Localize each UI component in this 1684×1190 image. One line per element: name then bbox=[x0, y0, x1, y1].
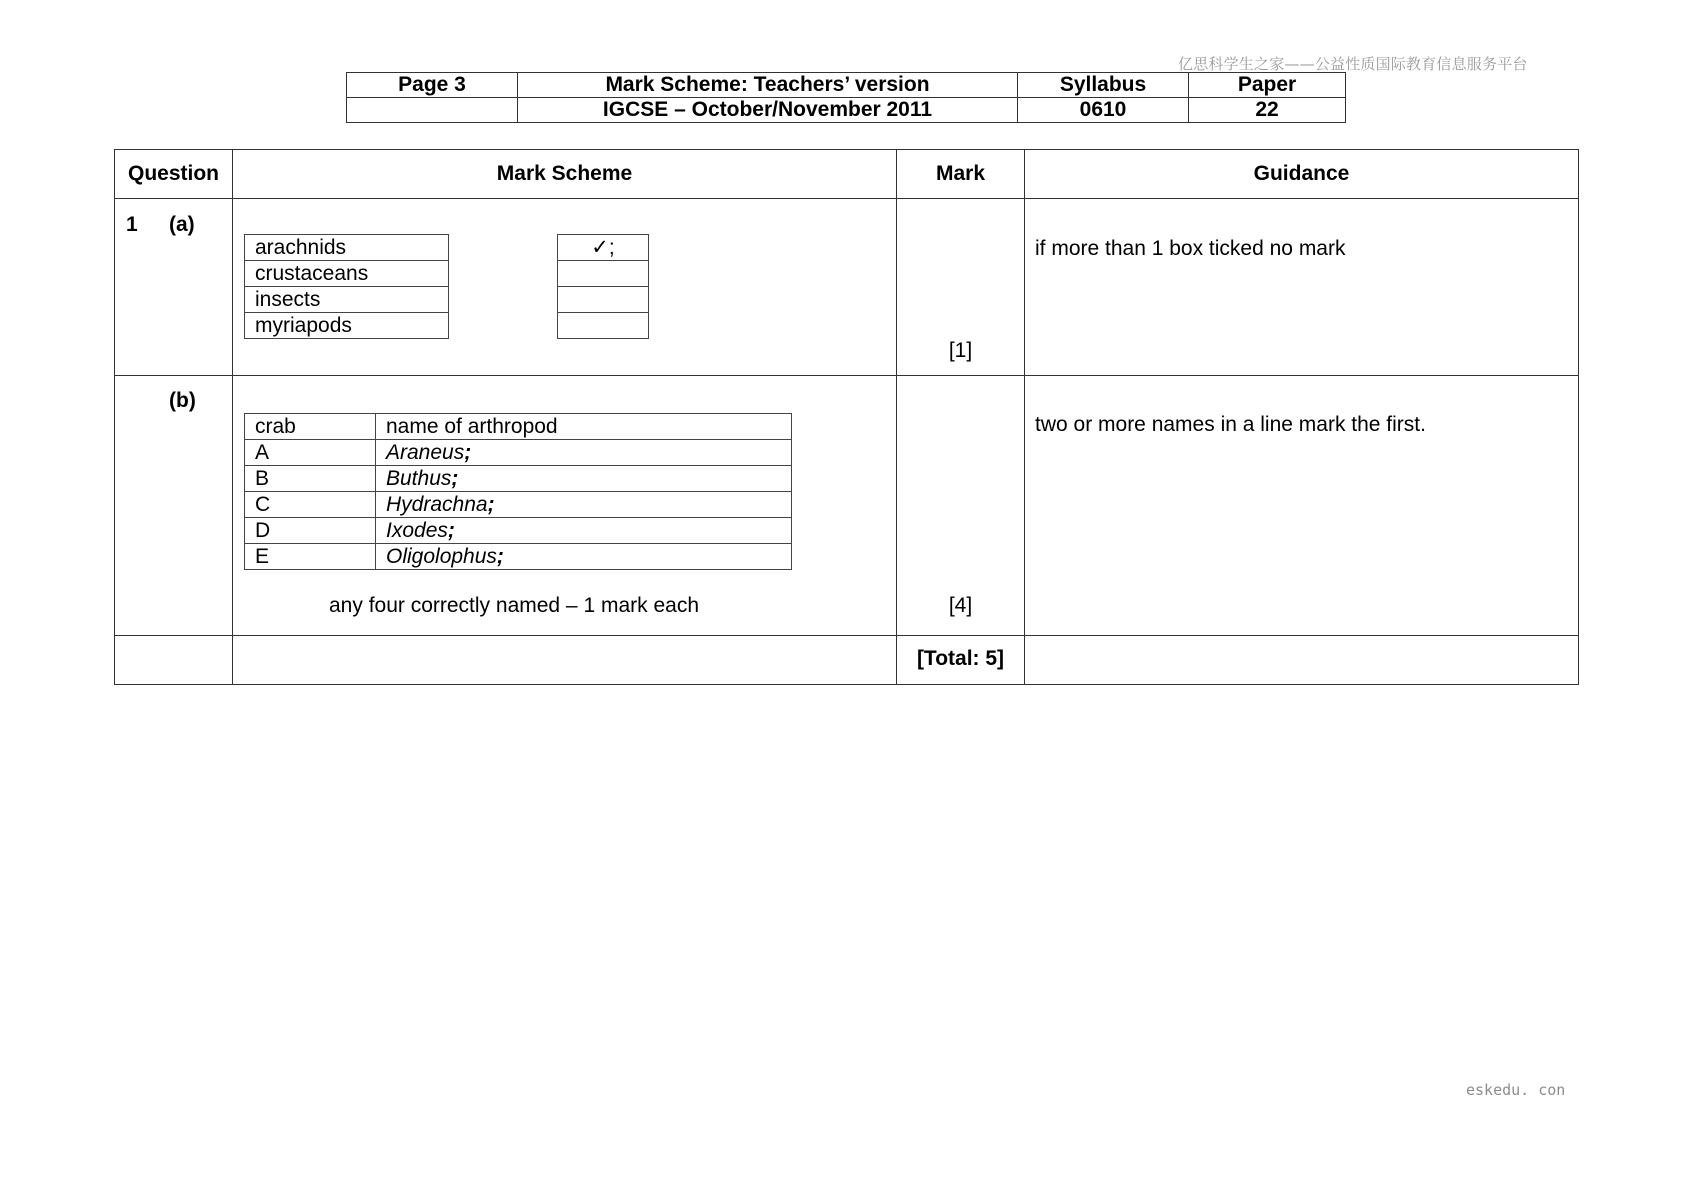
mark-scheme-cell-1a bbox=[233, 199, 897, 376]
tick-box-arachnids: ✓; bbox=[558, 235, 649, 261]
table-row bbox=[245, 518, 792, 544]
total-empty-question bbox=[115, 636, 233, 685]
mark-semicolon: ; bbox=[464, 441, 472, 464]
total-row bbox=[115, 636, 1579, 685]
crab-letter: E bbox=[245, 544, 376, 570]
guidance-cell-1a bbox=[1025, 199, 1579, 376]
tick-box-insects bbox=[558, 287, 649, 313]
options-table bbox=[244, 234, 449, 339]
question-part-a: (a) bbox=[169, 213, 195, 236]
syllabus-value: 0610 bbox=[1018, 98, 1189, 123]
mark-scheme-table bbox=[114, 149, 1579, 685]
watermark-top: 亿思科学生之家——公益性质国际教育信息服务平台 bbox=[1178, 55, 1528, 73]
column-header-mark-scheme: Mark Scheme bbox=[233, 150, 897, 199]
arthropod-name-text: Ixodes bbox=[386, 519, 448, 542]
document-title: Mark Scheme: Teachers’ version bbox=[518, 73, 1018, 98]
question-row-1a bbox=[115, 199, 1579, 376]
total-empty-guidance bbox=[1025, 636, 1579, 685]
arthropod-names-table bbox=[244, 413, 792, 570]
mark-semicolon: ; bbox=[451, 467, 459, 490]
header-table bbox=[346, 72, 1346, 123]
arthropod-name bbox=[376, 466, 792, 492]
option-arachnids: arachnids bbox=[245, 235, 449, 261]
arthropod-name bbox=[376, 544, 792, 570]
arthropod-name bbox=[376, 492, 792, 518]
total-mark-cell bbox=[897, 636, 1025, 685]
table-row bbox=[245, 492, 792, 518]
tick-box-crustaceans bbox=[558, 261, 649, 287]
mark-value-1a: [1] bbox=[948, 339, 973, 362]
column-header-mark: Mark bbox=[897, 150, 1025, 199]
column-header-question: Question bbox=[115, 150, 233, 199]
arthropod-name-text: Oligolophus bbox=[386, 545, 497, 568]
arthropod-name-text: Buthus bbox=[386, 467, 452, 490]
crab-letter: C bbox=[245, 492, 376, 518]
mark-semicolon: ; bbox=[447, 519, 455, 542]
mark-scheme-cell-1b bbox=[233, 376, 897, 636]
exam-session: IGCSE – October/November 2011 bbox=[518, 98, 1018, 123]
crab-letter: B bbox=[245, 466, 376, 492]
guidance-text-1b: two or more names in a line mark the first. bbox=[1035, 413, 1426, 436]
table-row bbox=[245, 466, 792, 492]
mark-semicolon: ; bbox=[496, 545, 504, 568]
mark-value-1b: [4] bbox=[948, 594, 973, 617]
crab-letter: A bbox=[245, 440, 376, 466]
page-number: Page 3 bbox=[347, 73, 518, 98]
crab-letter: D bbox=[245, 518, 376, 544]
table-header-name: name of arthropod bbox=[376, 414, 792, 440]
table-row bbox=[245, 544, 792, 570]
option-crustaceans: crustaceans bbox=[245, 261, 449, 287]
arthropod-name-text: Araneus bbox=[386, 441, 465, 464]
tick-boxes-table bbox=[557, 234, 649, 339]
question-cell-1b bbox=[115, 376, 233, 636]
arthropod-name-text: Hydrachna bbox=[386, 493, 488, 516]
question-cell-1a bbox=[115, 199, 233, 376]
marking-note: any four correctly named – 1 mark each bbox=[329, 594, 700, 617]
watermark-bottom: eskedu. con bbox=[1466, 1081, 1566, 1099]
question-part-b: (b) bbox=[169, 389, 196, 412]
option-insects: insects bbox=[245, 287, 449, 313]
mark-cell-1b bbox=[897, 376, 1025, 636]
total-mark: [Total: 5] bbox=[916, 647, 1005, 670]
paper-label: Paper bbox=[1189, 73, 1346, 98]
table-row bbox=[245, 440, 792, 466]
mark-semicolon: ; bbox=[487, 493, 495, 516]
header-empty-cell bbox=[347, 98, 518, 123]
question-row-1b bbox=[115, 376, 1579, 636]
arthropod-name bbox=[376, 440, 792, 466]
arthropod-name bbox=[376, 518, 792, 544]
option-myriapods: myriapods bbox=[245, 313, 449, 339]
guidance-text-1a: if more than 1 box ticked no mark bbox=[1035, 237, 1346, 260]
paper-value: 22 bbox=[1189, 98, 1346, 123]
tick-box-myriapods bbox=[558, 313, 649, 339]
mark-cell-1a bbox=[897, 199, 1025, 376]
column-header-guidance: Guidance bbox=[1025, 150, 1579, 199]
guidance-cell-1b bbox=[1025, 376, 1579, 636]
table-header-crab: crab bbox=[245, 414, 376, 440]
total-empty-scheme bbox=[233, 636, 897, 685]
question-number: 1 bbox=[126, 213, 138, 236]
syllabus-label: Syllabus bbox=[1018, 73, 1189, 98]
